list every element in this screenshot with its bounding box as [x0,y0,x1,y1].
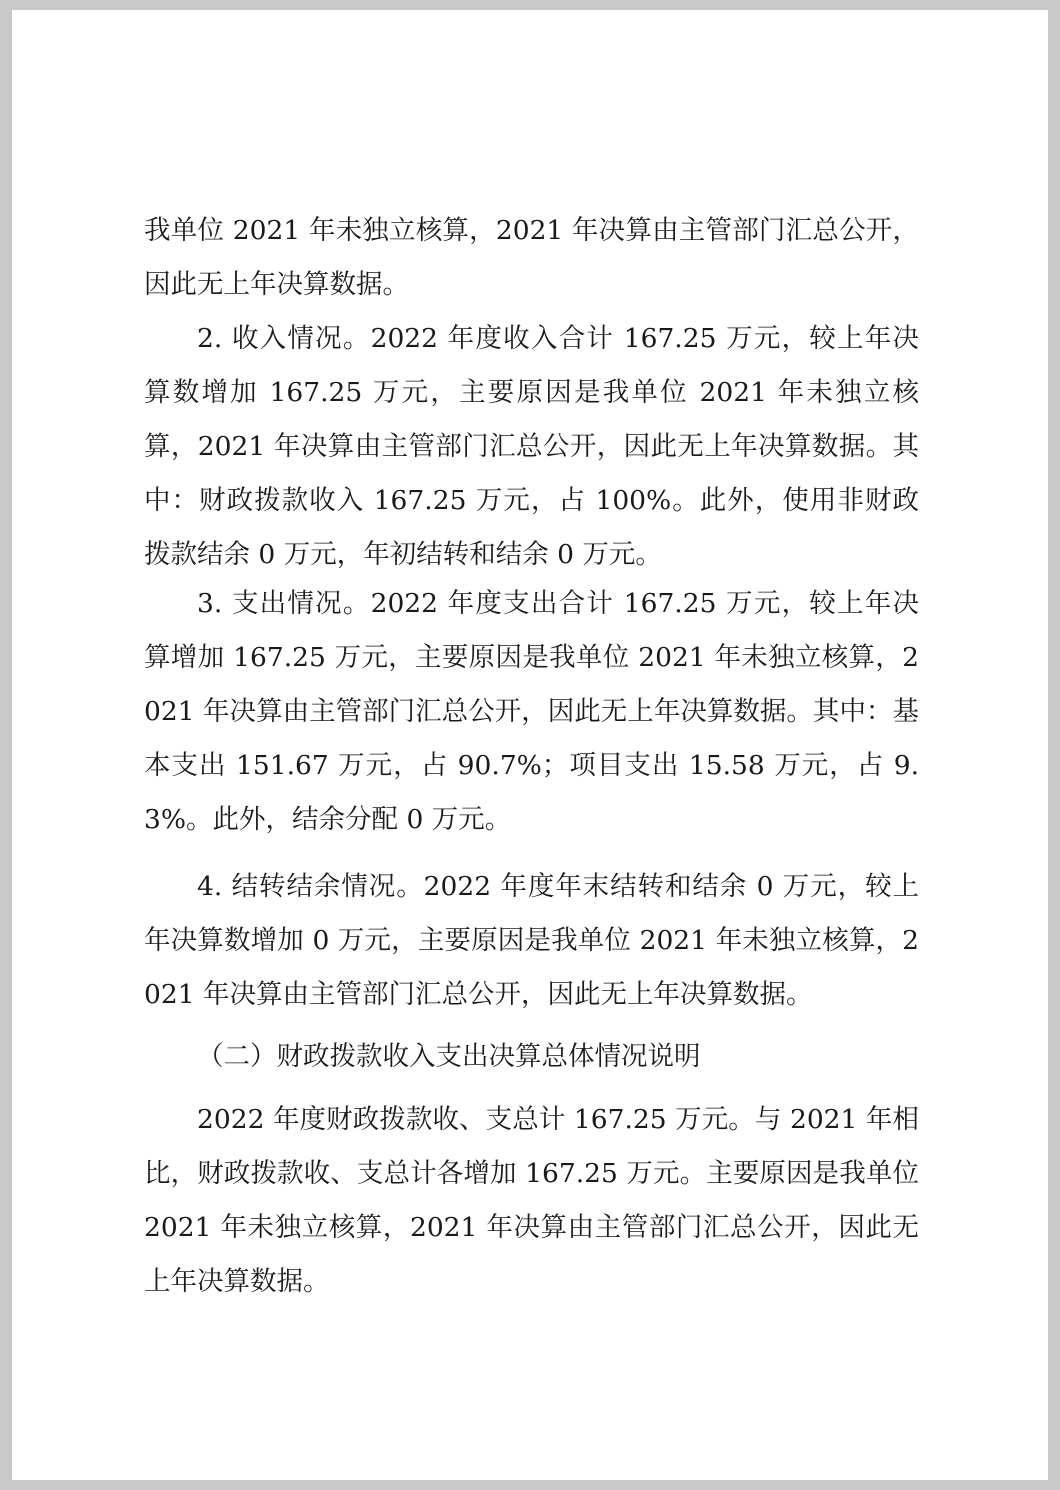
paragraph-income: 2. 收入情况。2022 年度收入合计 167.25 万元，较上年决算数增加 167.25 万元，主要原因是我单位 2021 年未独立核算，2021 年决算由主管部门汇总公开，因此无上年决算数据。其中：财政拨款收入 167.25 万元，占 100%。此外，使用非财政拨款结余 0 万元，年初结转和结余 0 万元。 [144,323,919,570]
document-page [12,10,1048,1480]
paragraph-fiscal-summary: 2022 年度财政拨款收、支总计 167.25 万元。与 2021 年相比，财政拨款收、支总计各增加 167.25 万元。主要原因是我单位 2021 年未独立核算，2021 年决算由主管部门汇总公开，因此无上年决算数据。 [144,1104,919,1297]
section-heading: （二）财政拨款收入支出决算总体情况说明 [197,1041,701,1072]
paragraph-carryover: 4. 结转结余情况。2022 年度年末结转和结余 0 万元，较上年决算数增加 0 万元，主要原因是我单位 2021 年未独立核算，2021 年决算由主管部门汇总公开，因此无上年决算数据。 [144,871,919,1010]
paragraph-continuation: 我单位 2021 年未独立核算，2021 年决算由主管部门汇总公开，因此无上年决算数据。 [144,215,919,300]
paragraph-expenditure: 3. 支出情况。2022 年度支出合计 167.25 万元，较上年决算增加 167.25 万元，主要原因是我单位 2021 年未独立核算，2021 年决算由主管部门汇总公开，因此无上年决算数据。其中：基本支出 151.67 万元，占 90.7%；项目支出 15.58 万元，占 9.3%。此外，结余分配 0 万元。 [144,588,919,835]
